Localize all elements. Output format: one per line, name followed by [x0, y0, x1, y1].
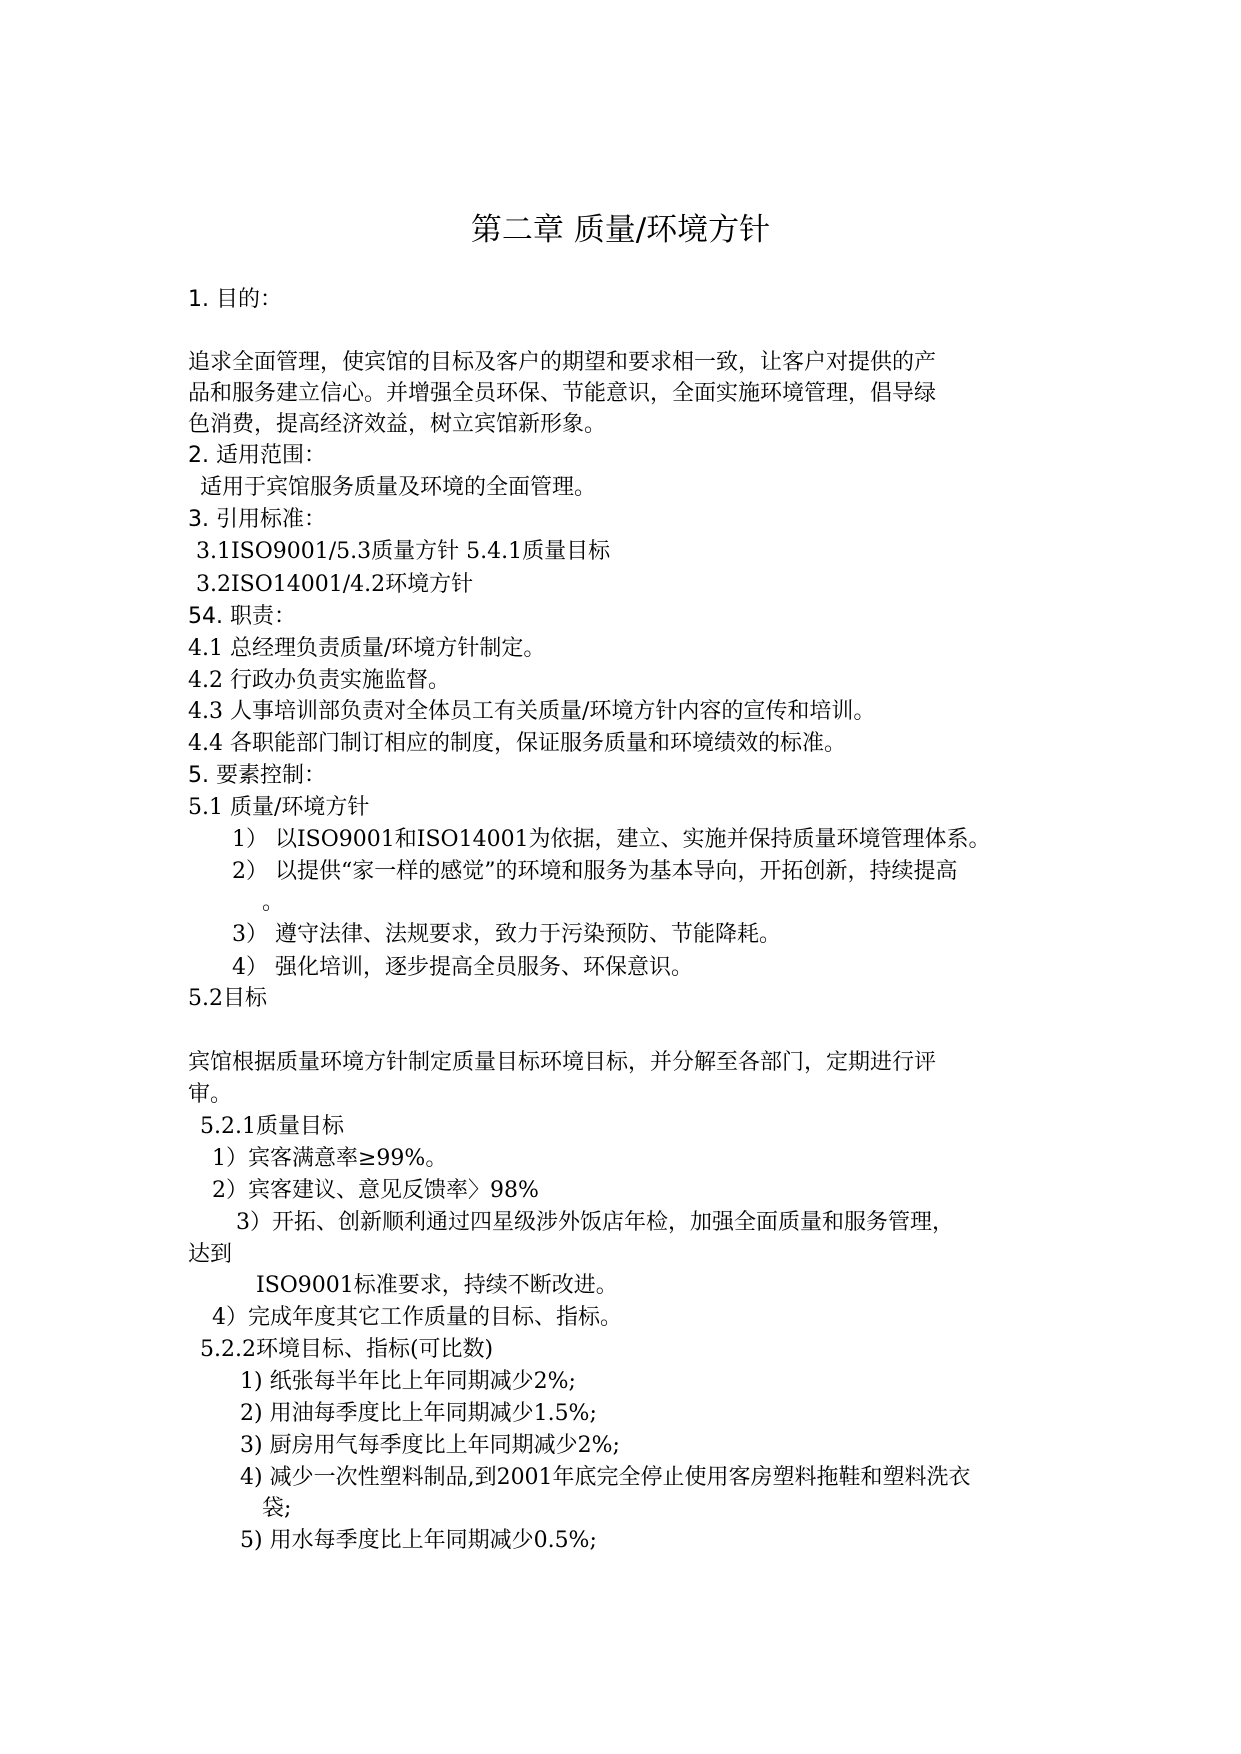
paragraph-line: 追求全面管理，使宾馆的目标及客户的期望和要求相一致，让客户对提供的产 — [188, 350, 937, 375]
list-item-continuation: 达到 — [188, 1242, 233, 1267]
subsection-heading: 5.2.1质量目标 — [200, 1114, 344, 1139]
section-heading-purpose: 1. 目的： — [188, 287, 282, 312]
list-item: 2) 用油每季度比上年同期减少1.5%; — [240, 1401, 597, 1426]
subsection-heading: 5.2.2环境目标、指标(可比数) — [200, 1337, 494, 1362]
list-item: 1) 纸张每半年比上年同期减少2%; — [240, 1369, 576, 1394]
paragraph-line: 色消费，提高经济效益，树立宾馆新形象。 — [188, 412, 607, 437]
list-item: 3.2ISO14001/4.2环境方针 — [196, 572, 474, 597]
list-item: 5) 用水每季度比上年同期减少0.5%; — [240, 1528, 597, 1553]
list-item: 4.2 行政办负责实施监督。 — [188, 668, 450, 693]
list-item: 2）宾客建议、意见反馈率〉98% — [212, 1178, 539, 1203]
list-item: 3）开拓、创新顺利通过四星级涉外饭店年检，加强全面质量和服务管理， — [236, 1210, 954, 1235]
list-item: 4） 强化培训，逐步提高全员服务、环保意识。 — [232, 955, 693, 980]
list-item: 4.3 人事培训部负责对全体员工有关质量/环境方针内容的宣传和培训。 — [188, 699, 876, 724]
list-item: 3) 厨房用气每季度比上年同期减少2%; — [240, 1433, 620, 1458]
paragraph-line: 品和服务建立信心。并增强全员环保、节能意识，全面实施环境管理，倡导绿 — [188, 381, 937, 406]
list-item: 4.4 各职能部门制订相应的制度，保证服务质量和环境绩效的标准。 — [188, 731, 846, 756]
list-item-continuation: 袋; — [262, 1496, 292, 1521]
paragraph-line: 宾馆根据质量环境方针制定质量目标环境目标，并分解至各部门，定期进行评 — [188, 1050, 937, 1075]
chapter-title: 第二章 质量/环境方针 — [470, 212, 771, 248]
list-item: 3） 遵守法律、法规要求，致力于污染预防、节能降耗。 — [232, 922, 781, 947]
list-item: 2） 以提供“家一样的感觉”的环境和服务为基本导向，开拓创新，持续提高 — [232, 859, 958, 884]
section-heading-scope: 2. 适用范围： — [188, 443, 326, 468]
list-item: 3.1ISO9001/5.3质量方针 5.4.1质量目标 — [196, 539, 611, 564]
list-item: 4）完成年度其它工作质量的目标、指标。 — [212, 1305, 622, 1330]
list-item: 1）宾客满意率≥99%。 — [212, 1146, 448, 1171]
section-heading-duties: 54. 职责： — [188, 604, 296, 629]
list-item-continuation: ISO9001标准要求，持续不断改进。 — [256, 1273, 618, 1298]
list-item: 1） 以ISO9001和ISO14001为依据，建立、实施并保持质量环境管理体系。 — [232, 827, 991, 852]
subsection-heading: 5.1 质量/环境方针 — [188, 795, 370, 820]
list-item: 4.1 总经理负责质量/环境方针制定。 — [188, 636, 546, 661]
list-item-continuation: 。 — [262, 890, 285, 915]
paragraph-line: 审。 — [188, 1082, 233, 1107]
section-heading-element-control: 5. 要素控制： — [188, 763, 326, 788]
list-item: 4) 减少一次性塑料制品,到2001年底完全停止使用客房塑料拖鞋和塑料洗衣 — [240, 1465, 971, 1490]
subsection-heading: 5.2目标 — [188, 986, 267, 1011]
section-heading-references: 3. 引用标准： — [188, 507, 326, 532]
paragraph-line: 适用于宾馆服务质量及环境的全面管理。 — [200, 475, 597, 500]
